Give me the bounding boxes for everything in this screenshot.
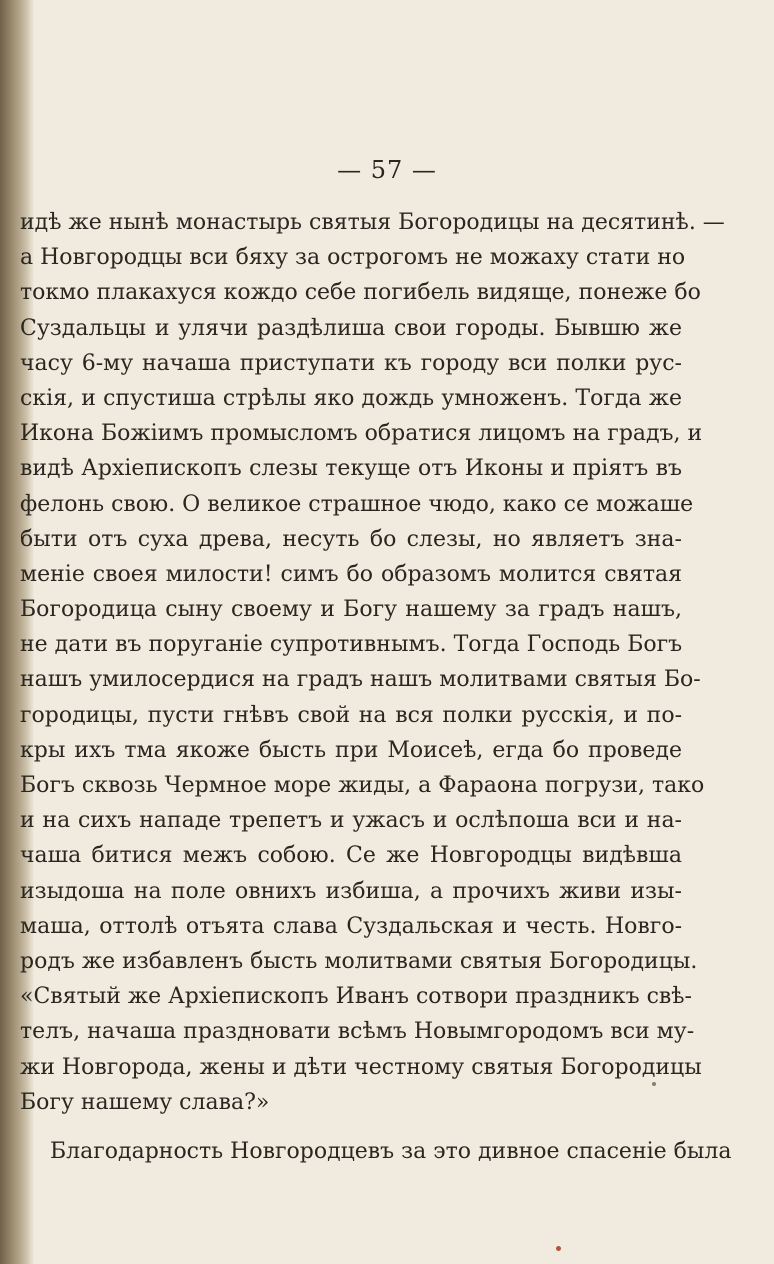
text-line: идѣ же нынѣ монастырь святыя Богородицы на десятинѣ. — (20, 210, 725, 235)
text-line: телъ, начаша праздновати всѣмъ Новымгородомъ вси му- (20, 1019, 695, 1045)
text-line: городицы, пусти гнѣвъ свой на вся полки русскія, и по- (20, 702, 682, 728)
text-line: токмо плакахуся кождо себе погибель видяще, понеже бо (20, 280, 701, 306)
text-line: а Новгородцы вси бяху за острогомъ не можаху стати но (20, 245, 686, 271)
text-line: быти отъ суха древа, несуть бо слезы, но являетъ зна- (20, 526, 682, 552)
text-line: Богъ сквозь Чермное море жиды, а Фараона погрузи, тако (20, 773, 705, 798)
text-line: Богу нашему слава?» (20, 1089, 270, 1115)
paper-speck (556, 1246, 561, 1251)
text-line: «Святый же Архіепископъ Иванъ сотвори праздникъ свѣ- (20, 984, 692, 1010)
text-line: жи Новгорода, жены и дѣти честному святыя Богородицы (20, 1054, 702, 1080)
text-line: часу 6-му начаша приступати къ городу вси полки рус- (20, 350, 682, 376)
text-line: фелонь свою. О великое страшное чюдо, како се можаше (20, 491, 694, 517)
text-line: меніе своея милости! симъ бо образомъ молится святая (20, 561, 682, 587)
text-line: чаша битися межъ собою. Се же Новгородцы видѣвша (20, 843, 682, 869)
text-line: видѣ Архіепископъ слезы текуще отъ Иконы и пріятъ въ (20, 456, 682, 482)
paragraph-first-line: Благодарность Новгородцевъ за это дивное спасеніе была (50, 1138, 732, 1164)
text-line: и на сихъ нападе трепетъ и ужасъ и ослѣпоша вси и на- (20, 808, 682, 834)
body-text (20, 205, 732, 1169)
text-line: не дати въ поруганіе супротивнымъ. Тогда Господь Богъ (20, 632, 683, 658)
text-line: скія, и спустиша стрѣлы яко дождь умноженъ. Тогда же (20, 385, 682, 411)
text-line: Богородица сыну своему и Богу нашему за градъ нашъ, (20, 597, 682, 623)
text-line: изыдоша на поле овнихъ избиша, а прочихъ живи изы- (20, 878, 682, 904)
text-line: кры ихъ тма якоже бысть при Моисеѣ, егда бо проведе (20, 737, 682, 763)
page-number: — 57 — (337, 156, 437, 184)
text-line: нашъ умилосердися на градъ нашъ молитвами святыя Бо- (20, 667, 701, 693)
text-line: Суздальцы и улячи раздѣлиша свои городы. Бывшю же (20, 315, 682, 341)
text-line: родъ же избавленъ бысть молитвами святыя Богородицы. (20, 948, 698, 974)
text-line: маша, оттолѣ отъята слава Суздальская и честь. Новго- (20, 913, 682, 939)
text-line: Икона Божіимъ промысломъ обратися лицомъ на градъ, и (20, 421, 703, 447)
paper-speck (652, 1082, 656, 1086)
